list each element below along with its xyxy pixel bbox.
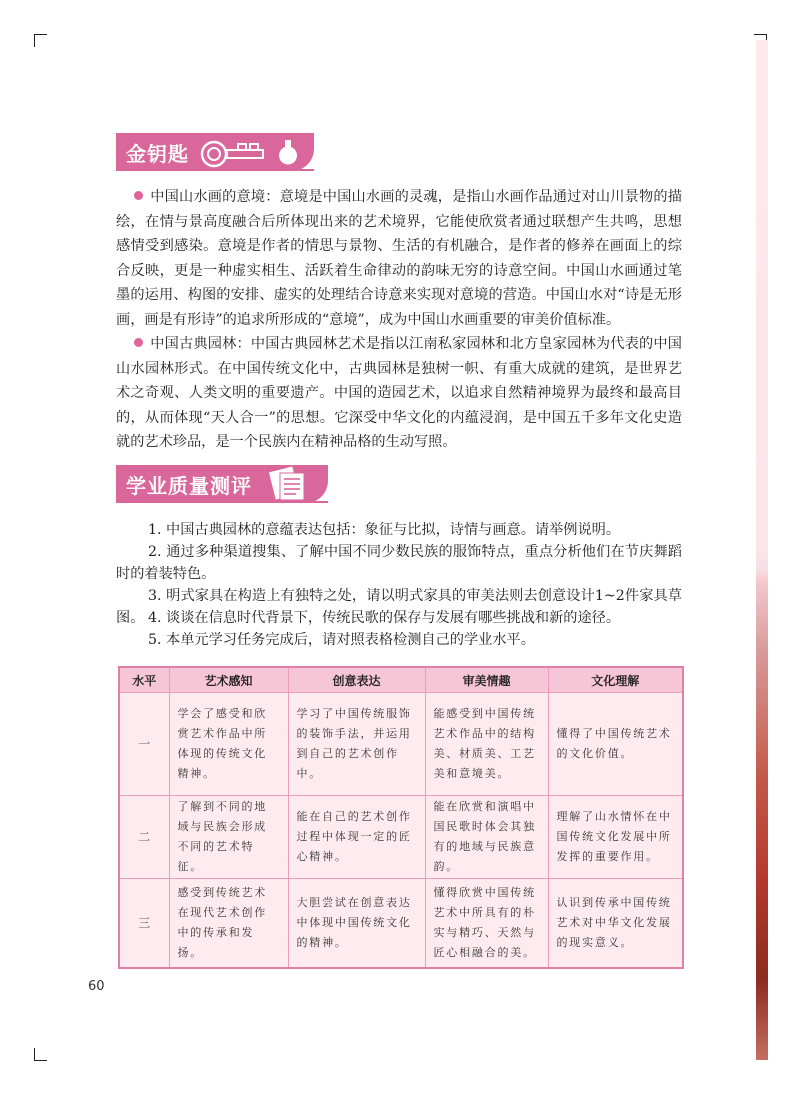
header-level: 水平 xyxy=(119,667,169,693)
document-icon xyxy=(268,466,308,502)
table-cell: 能感受到中国传统艺术作品中的结构美、材质美、工艺美和意境美。 xyxy=(425,693,548,796)
question-4-text: 4. 谈谈在信息时代背景下，传统民歌的保存与发展有哪些挑战和新的途径。 xyxy=(148,610,621,626)
key-paragraph-2-text: 中国古典园林：中国古典园林艺术是指以江南私家园林和北方皇家园林为代表的中国山水园林形式。在中国传统文化中，古典园林是独树一帜、有重大成就的建筑，是世界艺术之奇观、人类文明的重要遗产。中国的造园艺术，以追求自然精神境界为最终和最高目的，从而体现“天人合一”的思想。它深受中华文化的内蕴浸润，是中国五千多年文化史造就的艺术珍品，是一个民族内在精神品格的生动写照。 xyxy=(116,336,682,450)
table-cell: 懂得了中国传统艺术的文化价值。 xyxy=(548,693,683,796)
header-cultural-understanding: 文化理解 xyxy=(548,667,683,693)
table-cell: 能在自己的艺术创作过程中体现一定的匠心精神。 xyxy=(288,796,425,879)
question-1-text: 1. 中国古典园林的意蕴表达包括：象征与比拟，诗情与画意。请举例说明。 xyxy=(148,522,621,538)
level-cell: 一 xyxy=(119,693,169,796)
table-cell: 认识到传承中国传统艺术对中华文化发展的现实意义。 xyxy=(548,879,683,969)
table-cell: 懂得欣赏中国传统艺术中所具有的朴实与精巧、天然与匠心相融合的美。 xyxy=(425,879,548,969)
header-creative-expression: 创意表达 xyxy=(288,667,425,693)
table-row xyxy=(119,693,683,796)
table-cell: 学会了感受和欣赏艺术作品中所体现的传统文化精神。 xyxy=(169,693,288,796)
question-4 xyxy=(116,607,682,629)
header-aesthetic-taste: 审美情趣 xyxy=(425,667,548,693)
table-cell: 了解到不同的地域与民族会形成不同的艺术特征。 xyxy=(169,796,288,879)
key-paragraph-1 xyxy=(116,185,682,332)
question-3-text: 3. 明式家具在构造上有独特之处，请以明式家具的审美法则去创意设计1~2件家具草图。 xyxy=(116,588,682,626)
table-row xyxy=(119,796,683,879)
key-section-underline xyxy=(116,169,314,171)
level-cell: 二 xyxy=(119,796,169,879)
table-cell: 理解了山水情怀在中国传统文化发展中所发挥的重要作用。 xyxy=(548,796,683,879)
key-paragraph-1-text: 中国山水画的意境：意境是中国山水画的灵魂，是指山水画作品通过对山川景物的描绘，在情与景高度融合后所体现出来的艺术境界，它能使欣赏者通过联想产生共鸣，思想感情受到感染。意境是作者的情思与景物、生活的有机融合，是作者的修养在画面上的综合反映，更是一种虚实相生、活跃着生命律动的韵味无穷的诗意空间。中国山水画通过笔墨的运用、构图的安排、虚实的处理结合诗意来实现对意境的营造。中国山水对“诗是无形画，画是有形诗”的追求所形成的“意境”，成为中国山水画重要的审美价值标准。 xyxy=(116,189,682,328)
question-1 xyxy=(116,519,682,541)
bullet-dot xyxy=(134,191,143,200)
table-cell: 感受到传统艺术在现代艺术创作中的传承和发扬。 xyxy=(169,879,288,969)
golden-key-icon xyxy=(194,136,306,168)
rubric-table xyxy=(118,666,684,969)
key-section-title: 金钥匙 xyxy=(126,141,189,166)
header-perception: 艺术感知 xyxy=(169,667,288,693)
page-edge-image-strip xyxy=(756,40,768,1060)
table-cell: 能在欣赏和演唱中国民歌时体会其独有的地域与民族意韵。 xyxy=(425,796,548,879)
question-2 xyxy=(116,541,682,585)
question-5 xyxy=(116,629,682,651)
key-paragraph-2 xyxy=(116,332,682,455)
table-row xyxy=(119,879,683,969)
table-cell: 大胆尝试在创意表达中体现中国传统文化的精神。 xyxy=(288,879,425,969)
table-header-row xyxy=(119,667,683,693)
level-cell: 三 xyxy=(119,879,169,969)
crop-mark-top-left xyxy=(34,34,47,47)
question-5-text: 5. 本单元学习任务完成后，请对照表格检测自己的学业水平。 xyxy=(148,632,535,648)
question-2-text: 2. 通过多种渠道搜集、了解中国不同少数民族的服饰特点，重点分析他们在节庆舞蹈时的着装特色。 xyxy=(116,544,682,582)
table-cell: 学习了中国传统服饰的装饰手法，并运用到自己的艺术创作中。 xyxy=(288,693,425,796)
page-number: 60 xyxy=(88,979,105,994)
bullet-dot xyxy=(134,338,143,347)
crop-mark-bottom-left xyxy=(34,1048,47,1061)
assessment-section-title: 学业质量测评 xyxy=(126,473,252,498)
